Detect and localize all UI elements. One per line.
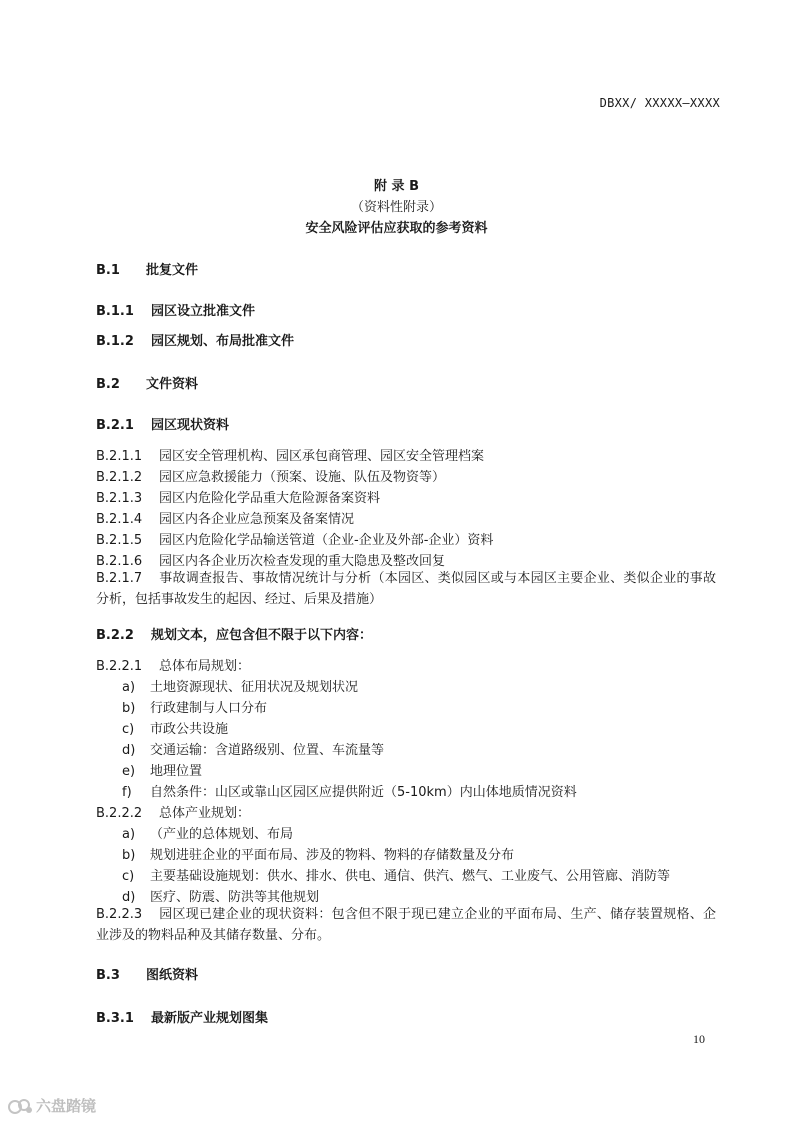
item-number: B.2.2.3 — [96, 907, 143, 922]
item-text: 园区内危险化学品输送管道（企业-企业及外部-企业）资料 — [159, 533, 494, 548]
section-number: B.2 — [96, 377, 120, 392]
list-item — [122, 844, 514, 863]
item-text: 事故调查报告、事故情况统计与分析（本园区、类似园区或与本园区主要企业、类似企业的事故分析，包括事故发生的起因、经过、后果及措施） — [96, 571, 716, 607]
section-number: B.2.2 — [96, 628, 134, 643]
section-number: B.3 — [96, 968, 120, 983]
list-item-text: 地理位置 — [150, 764, 203, 779]
list-item-label: c) — [122, 869, 135, 884]
list-item-label: a) — [122, 680, 136, 695]
section-b3 — [96, 964, 198, 983]
list-item-label: c) — [122, 722, 135, 737]
section-b1-2 — [96, 330, 294, 349]
section-number: B.2.1 — [96, 418, 134, 433]
list-item — [122, 823, 293, 842]
list-item-label: d) — [122, 890, 136, 905]
appendix-type: （资料性附录） — [350, 200, 442, 215]
section-title: 图纸资料 — [146, 968, 199, 983]
list-item-text: 土地资源现状、征用状况及规划状况 — [150, 680, 359, 695]
item-b2-1-4 — [96, 508, 354, 527]
section-b2-1 — [96, 414, 229, 433]
item-b2-2-3 — [96, 904, 716, 946]
section-number: B.1 — [96, 263, 120, 278]
list-item-label: b) — [122, 848, 136, 863]
item-number: B.2.1.6 — [96, 554, 143, 569]
document-code: DBXX/ XXXXX—XXXX — [599, 96, 720, 110]
watermark-logo-icon — [8, 1096, 34, 1116]
item-text: 园区现已建企业的现状资料：包含但不限于现已建立企业的平面布局、生产、储存装置规格、企业涉及的物料品种及其储存数量、分布。 — [96, 907, 716, 943]
section-title: 园区现状资料 — [151, 418, 230, 433]
section-b3-1 — [96, 1007, 268, 1026]
section-title: 园区规划、布局批准文件 — [151, 334, 295, 349]
list-item-text: 规划进驻企业的平面布局、涉及的物料、物料的存储数量及分布 — [150, 848, 515, 863]
list-item — [122, 676, 358, 695]
list-item — [122, 781, 577, 800]
item-text: 园区内危险化学品重大危险源备案资料 — [159, 491, 381, 506]
section-b2-2 — [96, 624, 372, 643]
item-text: 园区应急救援能力（预案、设施、队伍及物资等） — [159, 470, 446, 485]
appendix-label: 附 录 B — [374, 179, 419, 194]
item-b2-1-3 — [96, 487, 380, 506]
list-item — [122, 718, 228, 737]
item-number: B.2.1.3 — [96, 491, 143, 506]
watermark — [8, 1095, 96, 1116]
list-item-label: d) — [122, 743, 136, 758]
list-item-label: e) — [122, 764, 136, 779]
section-title: 最新版产业规划图集 — [151, 1011, 269, 1026]
item-number: B.2.2.1 — [96, 659, 143, 674]
list-item-text: 主要基础设施规划：供水、排水、供电、通信、供汽、燃气、工业废气、公用管廊、消防等 — [150, 869, 671, 884]
list-item-label: f) — [122, 785, 132, 800]
item-b2-1-2 — [96, 466, 445, 485]
page-number: 10 — [693, 1032, 705, 1046]
item-b2-1-5 — [96, 529, 493, 548]
item-b2-1-1 — [96, 445, 484, 464]
item-text: 总体布局规划： — [159, 659, 251, 674]
list-item — [122, 697, 267, 716]
list-item — [122, 739, 384, 758]
item-text: 园区内各企业应急预案及备案情况 — [159, 512, 355, 527]
list-item-text: 市政公共设施 — [150, 722, 229, 737]
section-number: B.3.1 — [96, 1011, 134, 1026]
item-text: 园区内各企业历次检查发现的重大隐患及整改回复 — [159, 554, 446, 569]
section-number: B.1.2 — [96, 334, 134, 349]
watermark-text: 六盘踏镜 — [36, 1097, 97, 1115]
section-b1-1 — [96, 300, 255, 319]
section-b2 — [96, 373, 198, 392]
item-number: B.2.1.5 — [96, 533, 143, 548]
section-title: 批复文件 — [146, 263, 199, 278]
item-number: B.2.1.1 — [96, 449, 143, 464]
list-item-text: 自然条件：山区或靠山区园区应提供附近（5-10km）内山体地质情况资料 — [150, 785, 577, 800]
section-title: 规划文本，应包含但不限于以下内容： — [151, 628, 373, 643]
item-b2-1-6 — [96, 550, 445, 569]
section-title: 园区设立批准文件 — [151, 304, 256, 319]
item-number: B.2.1.2 — [96, 470, 143, 485]
item-b2-2-2 — [96, 802, 250, 821]
item-number: B.2.2.2 — [96, 806, 143, 821]
list-item — [122, 886, 319, 905]
item-b2-2-1 — [96, 655, 250, 674]
list-item — [122, 865, 670, 884]
item-number: B.2.1.4 — [96, 512, 143, 527]
list-item-text: （产业的总体规划、布局 — [150, 827, 294, 842]
list-item — [122, 760, 202, 779]
list-item-text: 交通运输：含道路级别、位置、车流量等 — [150, 743, 385, 758]
item-number: B.2.1.7 — [96, 571, 143, 586]
appendix-title: 安全风险评估应获取的参考资料 — [305, 221, 488, 236]
list-item-label: b) — [122, 701, 136, 716]
list-item-label: a) — [122, 827, 136, 842]
section-b1 — [96, 259, 198, 278]
section-title: 文件资料 — [146, 377, 199, 392]
list-item-text: 医疗、防震、防洪等其他规划 — [150, 890, 320, 905]
section-number: B.1.1 — [96, 304, 134, 319]
item-b2-1-7 — [96, 568, 716, 610]
item-text: 总体产业规划： — [159, 806, 251, 821]
item-text: 园区安全管理机构、园区承包商管理、园区安全管理档案 — [159, 449, 485, 464]
list-item-text: 行政建制与人口分布 — [150, 701, 268, 716]
